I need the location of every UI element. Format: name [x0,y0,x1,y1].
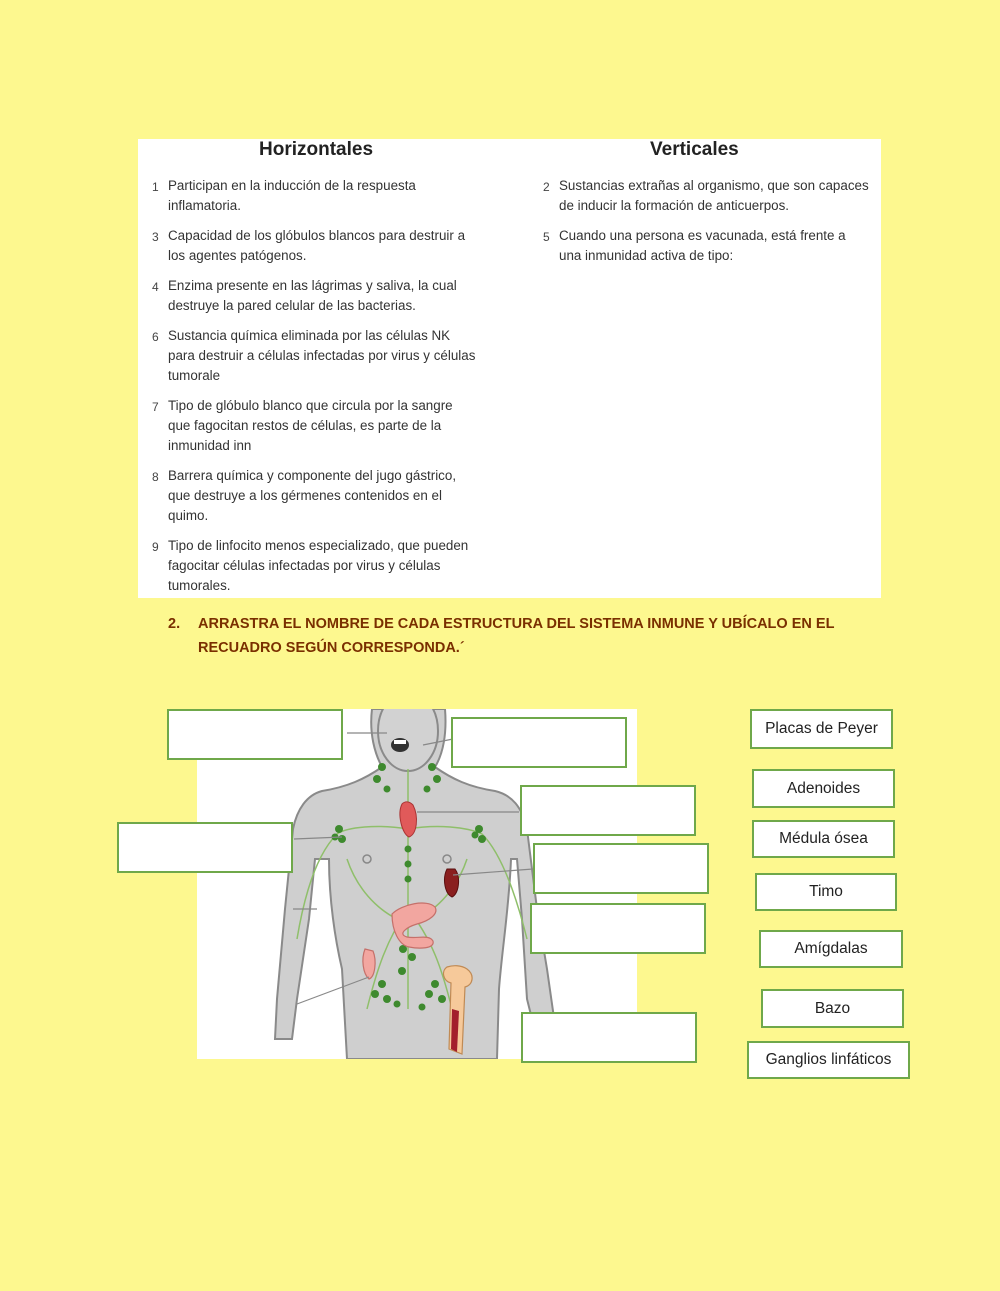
clue-text: Participan en la inducción de la respuesta inflamatoria. [168,178,416,213]
clue-number: 2 [543,180,550,194]
clue-number: 4 [152,280,159,294]
clue-horizontal [138,466,478,526]
clue-text: Sustancia química eliminada por las células NK para destruir a células infectadas por virus y células tumorale [168,328,476,383]
instruction [168,612,868,660]
label-placas-de-peyer[interactable]: Placas de Peyer [750,709,893,749]
clue-number: 7 [152,400,159,414]
clue-text: Capacidad de los glóbulos blancos para destruir a los agentes patógenos. [168,228,466,263]
drop-zone-6[interactable] [530,903,706,954]
clue-horizontal [138,176,478,216]
clue-horizontal [138,226,478,266]
clue-text: Sustancias extrañas al organismo, que son capaces de inducir la formación de anticuerpos. [559,178,869,213]
horizontal-title: Horizontales [259,139,374,160]
instruction-text: ARRASTRA EL NOMBRE DE CADA ESTRUCTURA DEL SISTEMA INMUNE Y UBÍCALO EN EL RECUADRO SEGÚN CORRESPONDA.´ [198,616,835,656]
clue-number: 1 [152,180,159,194]
label-adenoides[interactable]: Adenoides [752,769,895,808]
clue-vertical [529,226,871,266]
vertical-title: Verticales [650,139,739,160]
drop-zone-7[interactable] [521,1012,697,1063]
label-medula-osea[interactable]: Médula ósea [752,820,895,858]
crossword-clues-panel [138,139,881,598]
clue-number: 8 [152,470,159,484]
clue-horizontal [138,536,478,596]
clue-text: Enzima presente en las lágrimas y saliva, la cual destruye la pared celular de las bacterias. [168,278,457,313]
drop-zone-1[interactable] [167,709,343,760]
clue-text: Cuando una persona es vacunada, está frente a una inmunidad activa de tipo: [559,228,846,263]
label-timo[interactable]: Timo [755,873,897,911]
drop-zone-4[interactable] [117,822,293,873]
clue-number: 9 [152,540,159,554]
drop-zone-5[interactable] [533,843,709,894]
drop-zone-3[interactable] [520,785,696,836]
clue-text: Barrera química y componente del jugo gástrico, que destruye a los gérmenes contenidos en el quimo. [168,468,457,523]
instruction-number: 2. [168,616,181,632]
label-ganglios-linfaticos[interactable]: Ganglios linfáticos [747,1041,910,1079]
label-amigdalas[interactable]: Amígdalas [759,930,903,968]
clue-number: 6 [152,330,159,344]
clue-horizontal [138,326,478,386]
clue-number: 5 [543,230,550,244]
clue-vertical [529,176,871,216]
clue-horizontal [138,276,478,316]
teeth [394,740,406,744]
drop-zone-2[interactable] [451,717,627,768]
clue-number: 3 [152,230,159,244]
clue-text: Tipo de linfocito menos especializado, que pueden fagocitar células infectadas por virus y células tumorales. [168,538,469,593]
clue-horizontal [138,396,478,456]
label-bazo[interactable]: Bazo [761,989,904,1028]
clue-text: Tipo de glóbulo blanco que circula por la sangre que fagocitan restos de células, es parte de la inmunidad inn [168,398,453,453]
